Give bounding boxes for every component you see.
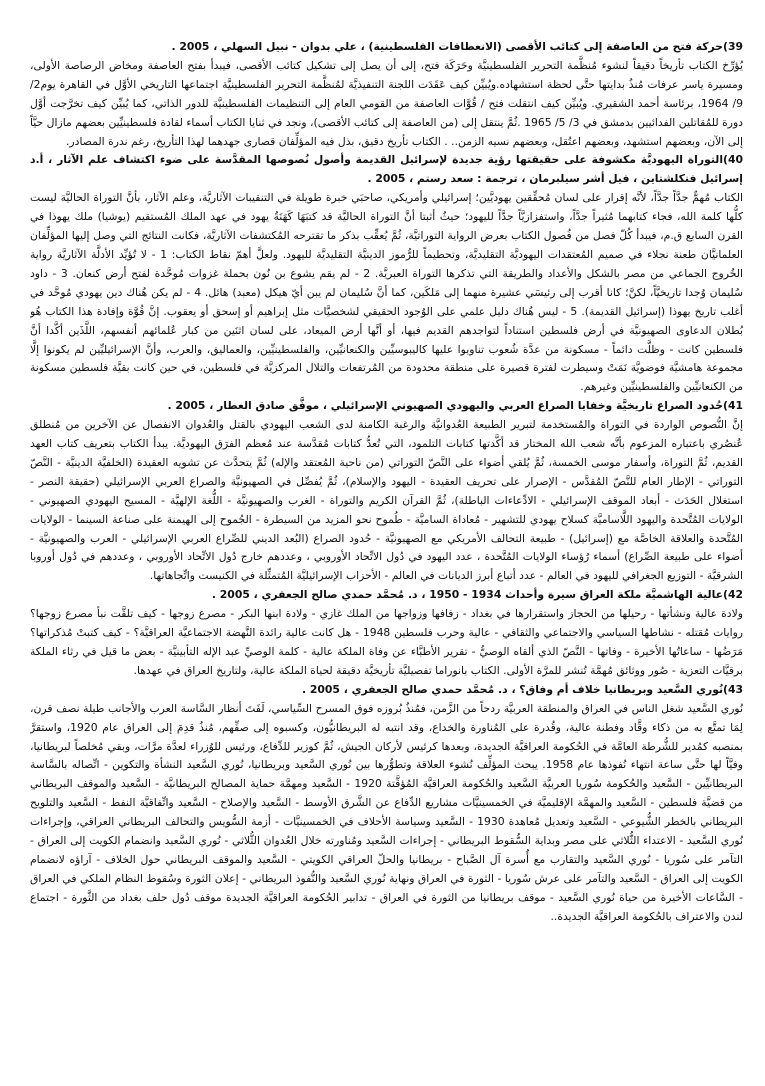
entry-heading	[30, 681, 743, 700]
entry-title: نُوري السَّعيد وبريطانيا خلاف أم وفاق؟ ، د. مُحمَّد حمدي صالح الجعفري ، 2005 .	[302, 682, 724, 696]
book-entry-43	[30, 681, 743, 927]
entry-heading	[30, 38, 743, 57]
document-page	[30, 38, 743, 1066]
entry-heading	[30, 586, 743, 605]
entry-number: 40)	[723, 153, 743, 167]
entry-description: ولادة عالية ونشأتها - رحيلها من الحجاز واستقرارها في بغداد - زفافها وزواجها من الملك غازي - ولادة ابنها البكر - مصرع زوجها - كيف تلقَّت نبأ مصرع زوجها؟ روايات مُقتله - نشاطها السياسي والاجتماعي والثقافي - عالية وحرب فلسطين 1948 - هل كانت عالية رائدة النَّهضة الاجتماعيَّة العراقيَّة؟ - كيف كتبتْ مُذكراتها؟ مَرَضُها - ساعاتُها الأخيرة - وفاتها - النَّصّ الذي ألقاه الوصيُّ - تقرير الأطبَّاء عن وفاة الملكة عالية - كلمة الوصيِّ عبد الإله التأبينيَّة - بعض ما قيل في رثاء الملكة برقيَّات التعزية - صُور ووثائق مُهمَّة تُنشر للمرَّة الأولى. الكتاب بانوراما تفصيليَّة تأريخيَّة دقيقة لحياة الملكة عالية، ولتاريخ العراق في عهدها.	[30, 607, 743, 677]
entry-description: نُوري السَّعيد شغل الناس في العراق والمنطقة العربيَّة ردحاً من الزَّمن، فمُنذُ بُروزه فوق المسرح السِّياسي، لَفَتَ أنظار السَّاسة العرب والأجانب طيلة نصف قرن، لِمَا تمتَّع به من ذكاء وقَّاد وفطنة عالية، وقُدرة على المُناورة والخداع، وقد انتبه له البريطانيُّون، وكسبوه إلى صفِّهم، مُنذُ قدِمَ إلى العراق عام 1920، واستقرَّ بمنصبه كمُدير للشُّرطة العامَّة في الحُكومة العراقيَّة الجديدة، وبعدها كرئيس لأركان الجيش، ثُمَّ كوزير للدِّفاع، ورئيس للوُزراء لعدَّة مرَّات، وبقي مُخلصاً لبريطانيا، وفيَّاً لها حتَّى ساعة انتهاء نُفوذها عام 1958. يبحث المؤلِّف نُشوء العلاقة وتطوُّرها بين نُوري السَّعيد وبريطانيا، نُوري السَّعيد النشأة والتكوين - اتِّصاله بالسَّاسة البريطانيِّين - السَّعيد والحُكومة سُوريا العربيَّة السَّعيد والحُكومة العراقيَّة المُؤقَّتة 1920 - السَّعيد ومهمَّة حماية المصالح البريطانيَّة - السَّعيد والموقف البريطاني من قضيَّة فلسطين - السَّعيد والمهمَّة الإقليميَّة في الخمسينيَّات مشاريع الدِّفاع عن الشَّرق الأوسط - السَّعيد والإصلاح - السَّعيد واتِّفاقيَّة النفط - السَّعيد والتلويح البريطاني بالخطر الشُّيوعي - السَّعيد وتعديل مُعاهدة 1930 - السَّعيد وسياسة الأحلاف في الخمسينيَّات - أزمة السُّويس والتحالف البريطاني العراقي، وإجراءات نُوري السَّعيد - الاعتداء الثُّلاثي على مصر وبداية السُّقوط البريطاني - إجراءات السَّعيد ومُناورته خلال العُدوان الثُّلاثي - نُوري السَّعيد وانضمام الكويت إلى العراق - التآمر على سُوريا - نُوري السَّعيد والتقارب مع أُسرة آل الصَّباح - بريطانيا والحلّ العراقي الكويتي - السَّعيد والموقف البريطاني حول الخلاف - آراؤه لانضمام الكويت إلى العراق - السَّعيد والتآمر على عرش سُوريا - الثورة في العراق ونهاية نُوري السَّعيد والنُّفوذ البريطاني - إعلان الثورة وسُقوط النظام الملكي في العراق - السَّاعات الأخيرة من حياة نُوري السَّعيد - موقف بريطانيا من الثورة في العراق - تدابير الحُكومة العراقيَّة الجديدة موقف دُول حلف بغداد من الثَّورة - اجتماع لندن والاعتراف بالحُكومة العراقيَّة الجديدة..	[30, 701, 743, 923]
entry-number: 42)	[723, 588, 743, 602]
entry-title: التوراة اليهوديَّة مكشوفة على حقيقتها رؤية جديدة لإسرائيل القديمة وأصول نُصوصها المقدَّسة على ضوء اكتشاف علم الآثار ، أ.د إسرائيل فنكلشتاين ، فيل أشر سيلبرمان ، ترجمة : سعد رستم ، 2005 .	[30, 153, 743, 186]
entry-number: 43)	[723, 682, 743, 696]
entry-title: حركة فتح من العاصفة إلى كتائب الأقصى (الانعطافات الفلسطينية) ، علي بدوان - نبيل السهلي ، 2005 .	[171, 40, 724, 53]
entry-title: حُدود الصراع تاريخيَّة وخفايا الصراع العربي واليهودي الصهيوني الإسرائيلي ، موفَّق صادق العطار ، 2005 .	[167, 399, 724, 413]
entry-heading	[30, 151, 743, 189]
book-entry-40	[30, 151, 743, 397]
entry-description: يُؤرِّخ الكتاب تأريخاً دقيقاً لنشوء مُنظَّمة التحرير الفلسطينيَّة وحَرَكَة فتح، إلى أن يصل إلى تشكيل كتائب الأقصى، فيبدأ بفتح العاصفة ومخاض الرصاصة الأولى، ومسيرة ياسر عرفات مُنذُ بدايتها حتَّى لحظة استشهاده.ويُبيِّن كيف عَقَدَت اللجنة التنفيذيَّة لمُنظَّمة التحرير الفلسطينيَّة اجتماعها التاريخي الأوَّل في القاهرة يوم2/ 9/ 1964، برئاسة أحمد الشقيري. ويُبيِّن كيف انتقلت فتح / قُوَّات العاصفة من القومي العام إلى التنظيمات الفلسطينيَّة للدور الذاتي، كما يُبيِّن كيف تخرَّجت أوَّل دورة للمُقاتلين الفدائيين بدمشق في 3/ 5/ 1965 .ثُمَّ ينتقل إلى (من العاصفة إلى كتائب الأقصى)، ونجد في ثنايا الكتاب أسماء لقادة فلسطينيِّين بعضهم مازال حيَّاً إلى الآن، وبعضهم استشهد، وبعضهم اعتُقل، وبعضهم نسيه الزمن.. . الكتاب تأريخ دقيق، بذل فيه المؤلِّفان قصارى جهدهما لهذا التأريخ، رغم ندرة المصادر.	[30, 58, 743, 148]
book-entry-42	[30, 586, 743, 681]
entry-description: إنَّ النُّصوص الواردة في التوراة والمُستخدمة لتبرير الطبيعة العُدوانيَّة والرغبة الكامنة لدى الشعب اليهودي بالقتل والعُدوان الانفصال عن الآخرين من مُنطلق عُنصُري باعتباره المزعوم بأنَّه شعب الله المختار قد أكَّدتها كتابات التلمود، التي تُعدُّ كتابات مُقدَّسة عند مُعظم الفرَق اليهوديَّة. يبدأ الكتاب بتعريف كتاب العهد القديم، ثُمَّ التوراة، وأسفار موسى الخمسة، ثُمَّ يُلقي أضواء على النَّصّ التوراتي (من ناحية المُعتقد والإله) ثُمَّ يتحدَّث عن تشويه العقيدة (الخلفيَّة الدينيَّة - النَّصّ التوراتي - الإطار العام للنَّصّ المُقدَّس - الإصرار على تحريف العقيدة - اليهود والإسلام)، ثُمَّ يُفصِّل في الصهيونيَّة والصراع العربي الإسرائيلي (حقيقة النصر - استغلال الحَدَث - أبعاد الموقف الإسرائيلي - الادِّعاءات الباطلة)، ثُمَّ القرآن الكريم والتوراة - الغرب والصهيونيَّة - اللُّغة الإلهيَّة - المسيح اليهودي الصهيوني - الولايات المُتَّحدة واليهود اللَّاساميَّة كسلاح يهودي للتشهير - مُعاداة الساميَّة - طُموح نحو المزيد من السيطرة - الجُموح إلى الهيمنة على صناعة السينما - الولايات المُتَّحدة والعلاقة الخاصَّة مع (إسرائيل) - طبيعة التحالف الأمريكي مع الصهيونيَّة - حُدود الصراع (البُعد الديني للصِّراع العربي الإسرائيلي - العرب والصهيونيَّة - أضواء على طبيعة الصِّراع) أسماء رُؤساء الولايات المُتَّحدة ، عدد اليهود في دُول الاتِّحاد الأوروبي ، وعددهم خارج دُول الاتِّحاد الأوروبي ، وعددهم في دُول أوروبا الشرقيَّة - التوزيع الجغرافي لليهود في العالم - عدد أتباع أبرز الديانات في العالم - الأحزاب الإسرائيليَّة المُتمثِّلة في الكنيست واتِّجاهاتها.	[30, 418, 743, 583]
entry-heading	[30, 397, 743, 416]
entry-title: عالية الهاشميَّة ملكة العراق سيرة وأحداث 1934 - 1950 ، د. مُحمَّد حمدي صالح الجعفري ، 2005 .	[211, 588, 724, 602]
entry-number: 41)	[723, 399, 743, 413]
entry-number: 39)	[723, 40, 743, 53]
book-entry-39	[30, 38, 743, 151]
book-entry-41	[30, 397, 743, 586]
entry-description: الكتاب مُهمٌّ جدَّاً جدَّاً، لأنَّه إقرار على لسان مُحقِّقين يهوديَّين؛ إسرائيلي وأمريكي، صاحبَي خبرة طويلة في التنقيبات الآثاريَّة، وعلم الآثار، بأنَّ التوراة الحاليَّة ليست كلُّها كلمة الله، فجاء كتابهما مُثيراً جدَّاً، واستفزازيَّاً جدَّاً لليهود؛ حيثُ أثبتا أنَّ التوراة الحاليَّة قد كتبَهَا كَهَنَةُ يهود في عهد الملك المُستقيم (يوشيا) ملك يهوذا في القرن السابع ق.م، فيبدأ كُلّ فصل من فُصول الكتاب بعرض الرواية التوراتيَّة، ثُمَّ يُعقِّب بذكر ما تقترحه المُكتشفات الآثاريَّة، فكانت النتائج التي وصل إليها المؤلِّفان العلمانيَّان طعنة نجلاء في صميم المُعتقدات اليهوديَّة التقليديَّة، وتحطيماً للرُّموز الدينيَّة التقليديَّة لليهود. ولعلَّ أهمّ نقاط الكتاب: 1 - لا تُؤيِّد الأدلَّة الآثاريَّة رواية الخُروج الجماعي من مصر بالشكل والأعداد والطريقة التي تذكرها التوراة العبريَّة. 2 - لم يقم يشوع بن نُون بحملة غزوات مُوحَّدة لفتح أرض كنعان. 3 - داود سُليمان وُجدا تاريخيَّاً، لكنَّ؛ كانا أقرب إلى رئيسَي عشيرة منهما إلى مَلكَين، كما أنَّ سُليمان لم يبن أيّ هيكل (معبد) هائل. 4 - لم يكن هُناك دين يهودي مُوحَّد في أغلب تاريخ يهوذا (إسرائيل القديمة). 5 - ليس هُناك دليل علمي على الوُجود الحقيقي لشخصيَّات مثل إبراهيم أو إسحق أو يعقوب. إنَّ قُوَّة وإفادة هذا الكتاب هُو بُطلان الدعاوى الصهيونيَّة في أرض فلسطين استناداً لتواجدهم القديم فيها، أو أنَّها أرض الميعاد، على لسان اثنَين من كبار عُلمائهم أنفسهم، اللَّذَين أكَّدا أنَّ فلسطين كانت - وظلَّت دائماً - مسكونة من عدَّة شُعوب تناوبوا عليها كاليبوسيِّين والكنعانيِّين، والفلسطينيِّين، والعماليق، والعرب، وأنَّ الإسرائيليِّين لم يكونوا إلَّا مجموعة هامشيَّة فوضويَّة نَمَتْ وسيطرت لفترة قصيرة على منطقة محدودة من المُرتفعات والتلال المركزيَّة في فلسطين، في حين كانت بقيَّة فلسطين مسكونة من الكنعانيِّين والفلسطينيِّين وغيرهم.	[30, 191, 743, 394]
